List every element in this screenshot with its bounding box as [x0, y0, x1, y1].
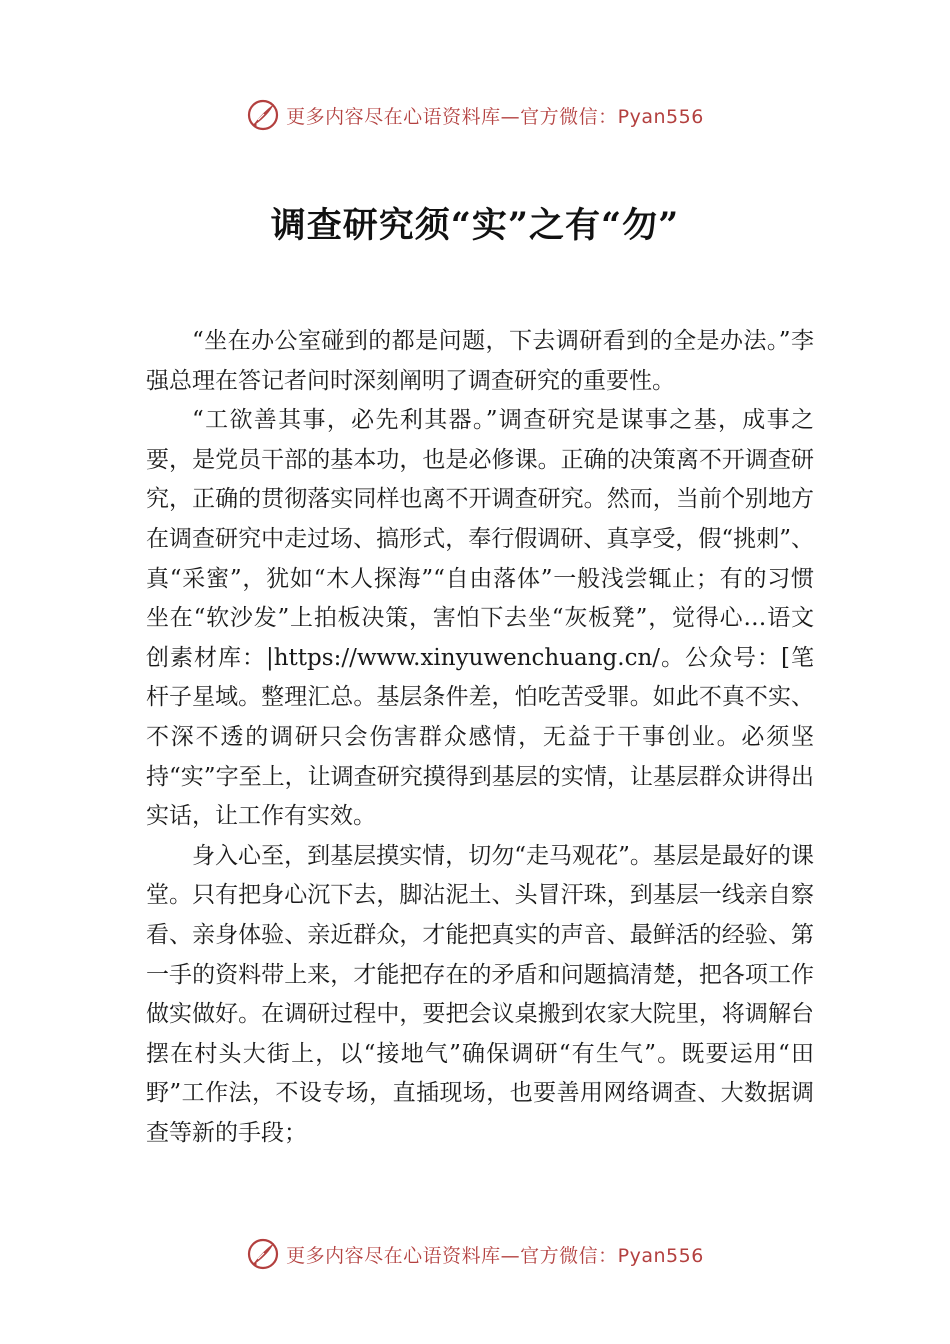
- paragraph: “工欲善其事，必先利其器。”调查研究是谋事之基，成事之要，是党员干部的基本功，也是必修课。正确的决策离不开调查研究，正确的贯彻落实同样也离不开调查研究。然而，当前个别地方在调查研究中走过场、搞形式，奉行假调研、真享受，假“挑刺”、真“采蜜”，犹如“木人探海”“自由落体”一般浅尝辄止；有的习惯坐在“软沙发”上拍板决策，害怕下去坐“灰板凳”，觉得心…语文创素材库：|https://www.xinyuwenchuang.cn/。公众号：[笔杆子星域。整理汇总。基层条件差，怕吃苦受罪。如此不真不实、不深不透的调研只会伤害群众感情，无益于干事创业。必须坚持“实”字至上，让调查研究摸得到基层的实情，让基层群众讲得出实话，让工作有实效。: [146, 407, 814, 830]
- watermark-text: 更多内容尽在心语资料库—官方微信：Pyan556: [286, 1244, 704, 1267]
- quill-seal-logo-icon: [246, 1237, 280, 1271]
- header-watermark-banner: [0, 95, 950, 135]
- paragraph: “坐在办公室碰到的都是问题，下去调研看到的全是办法。”李强总理在答记者问时深刻阐明了调查研究的重要性。: [146, 328, 814, 394]
- watermark-text: 更多内容尽在心语资料库—官方微信：Pyan556: [286, 105, 704, 128]
- footer-watermark-banner: [0, 1234, 950, 1274]
- document-body: [146, 322, 814, 1153]
- quill-seal-logo-icon: [246, 98, 280, 132]
- paragraph: 身入心至，到基层摸实情，切勿“走马观花”。基层是最好的课堂。只有把身心沉下去，脚沾泥土、头冒汗珠，到基层一线亲自察看、亲身体验、亲近群众，才能把真实的声音、最鲜活的经验、第一手的资料带上来，才能把存在的矛盾和问题搞清楚，把各项工作做实做好。在调研过程中，要把会议桌搬到农家大院里，将调解台摆在村头大街上，以“接地气”确保调研“有生气”。既要运用“田野”工作法，不设专场，直插现场，也要善用网络调查、大数据调查等新的手段；: [146, 842, 814, 1146]
- document-title: 调查研究须“实”之有“勿”: [270, 205, 680, 246]
